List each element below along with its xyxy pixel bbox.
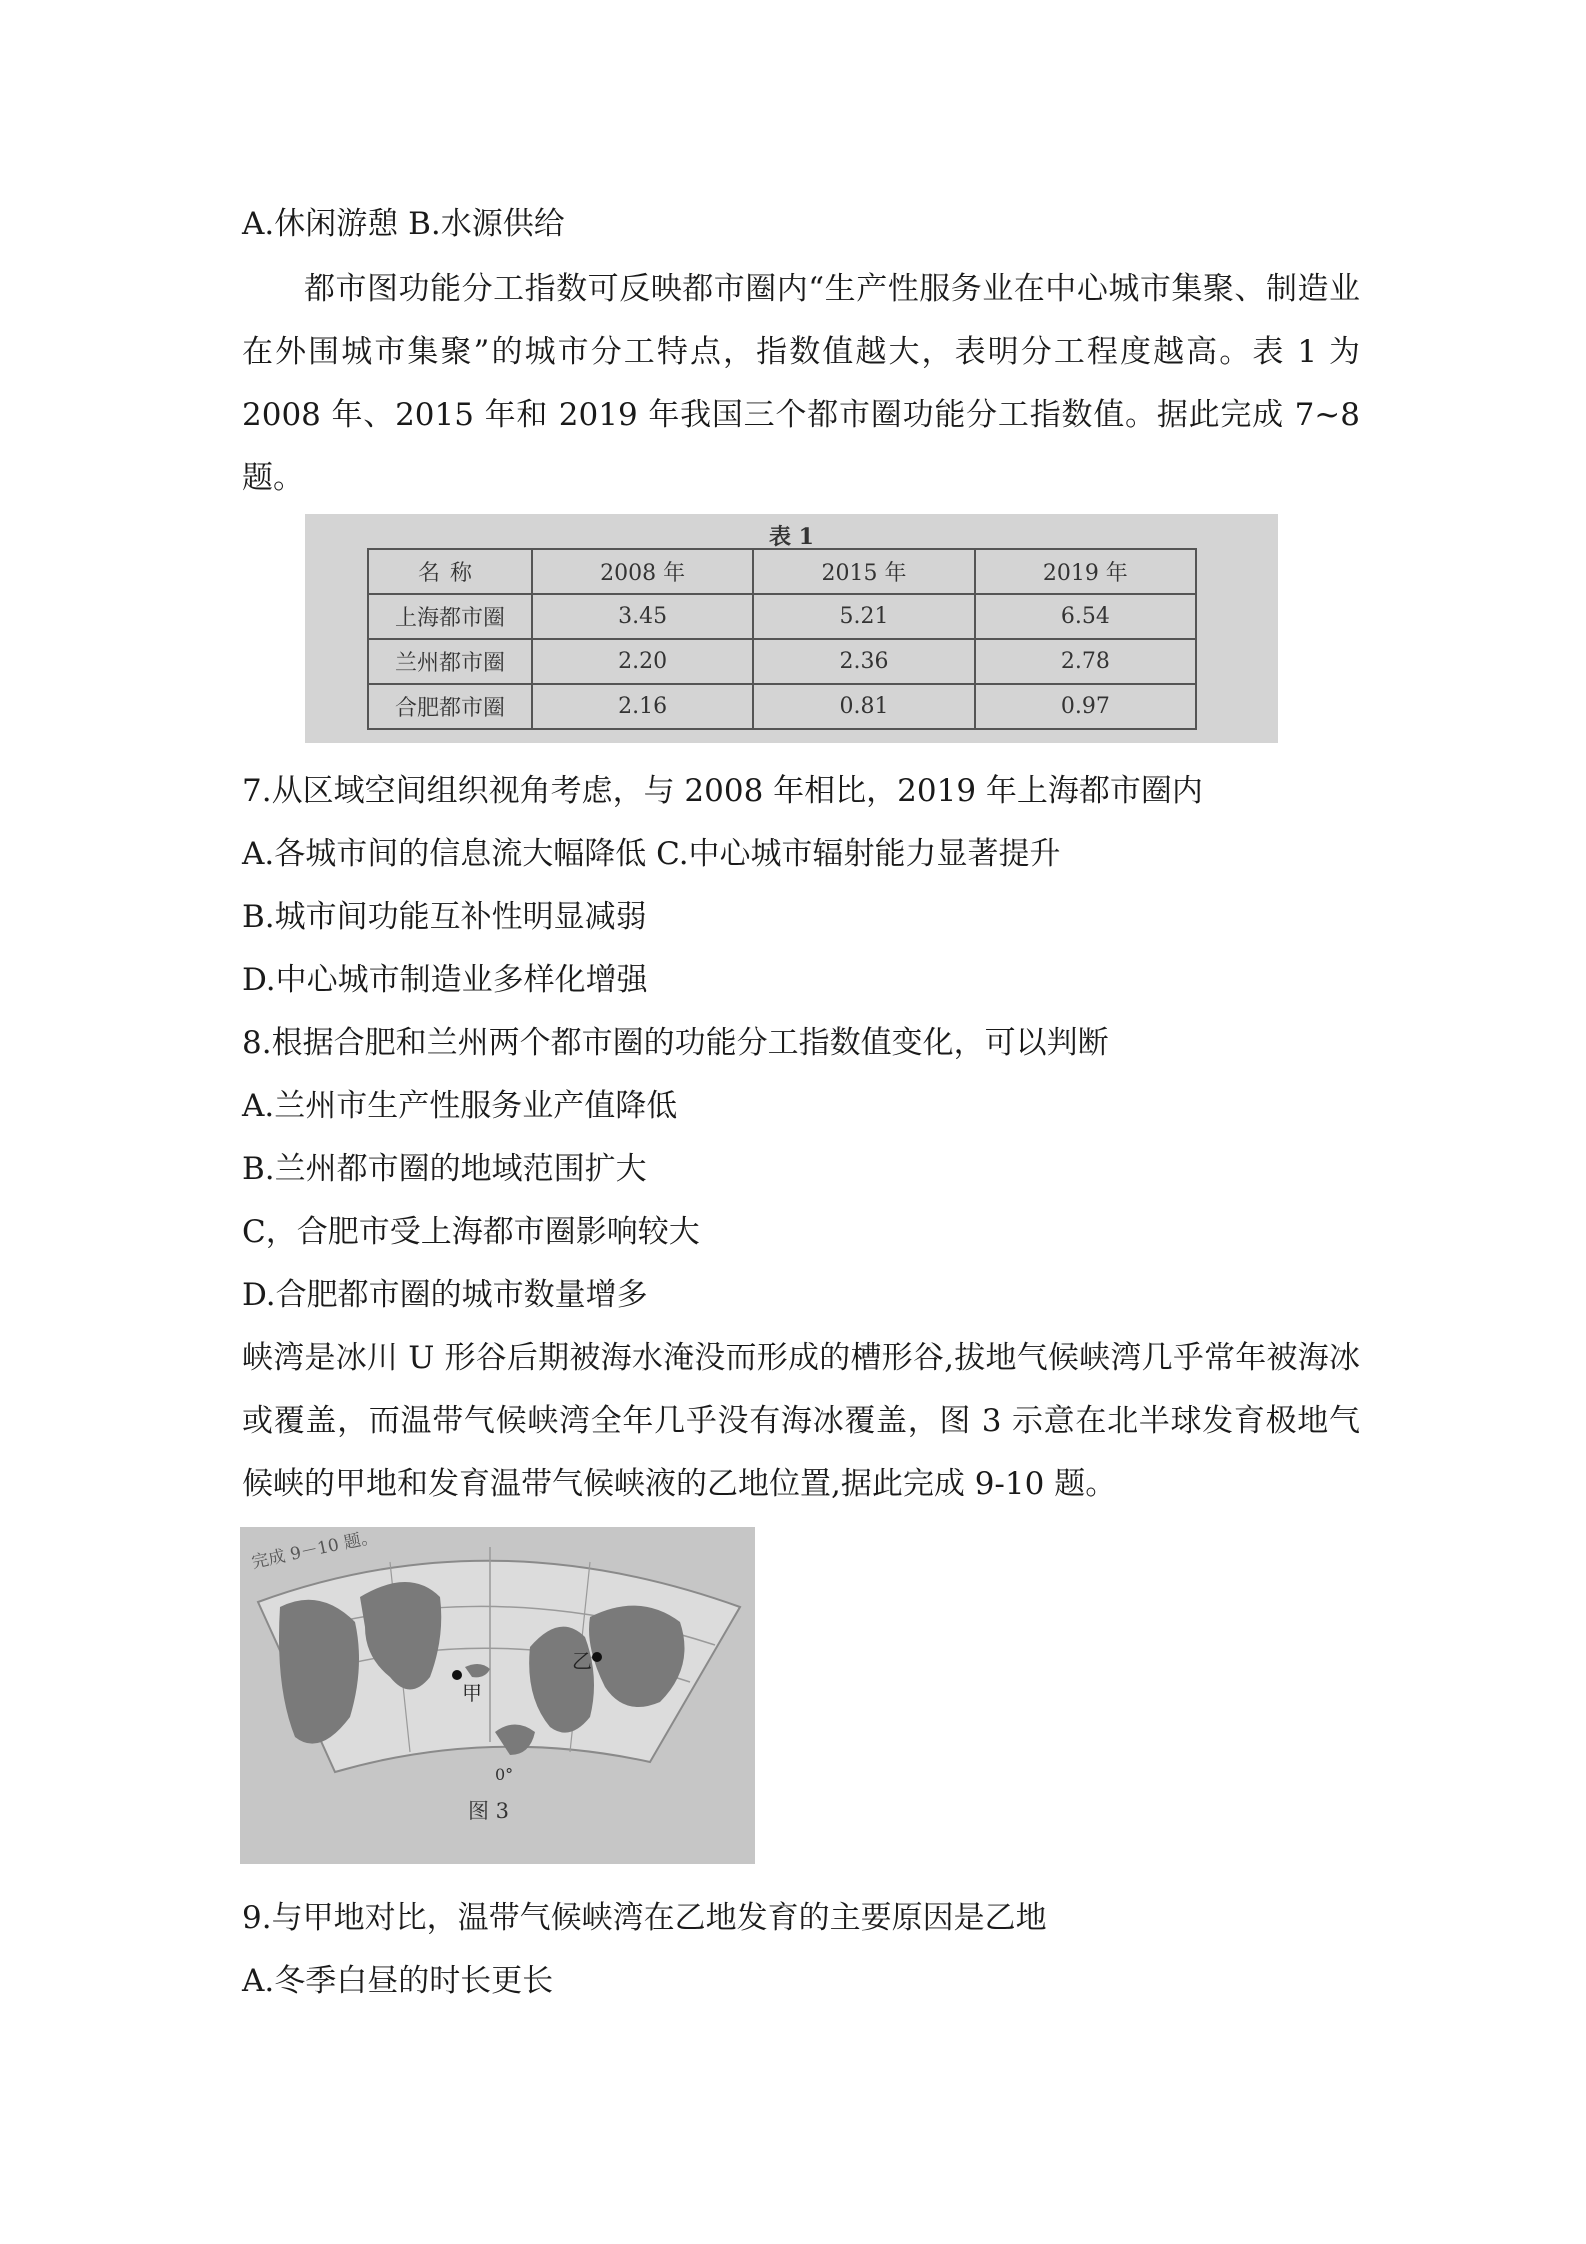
q6-options: A.休闲游憩 B.水源供给 (242, 206, 565, 242)
table-cell: 2.78 (975, 639, 1196, 684)
q7-option: B.城市间功能互补性明显减弱 (242, 899, 647, 935)
table-cell: 2.16 (532, 684, 753, 729)
q9-option: A.冬季白昼的时长更长 (242, 1963, 554, 1999)
intro-7-8-text: 都市图功能分工指数可反映都市圈内“生产性服务业在中心城市集聚、制造业在外围城市集聚”的城市分工特点，指数值越大，表明分工程度越高。表 1 为 2008 年、2015 年和 2019 年我国三个都市圈功能分工指数值。据此完成 7~8 题。 (242, 271, 1360, 496)
q7-stem: 7.从区域空间组织视角考虑，与 2008 年相比，2019 年上海都市圈内 (242, 773, 1203, 809)
q8-option: C，合肥市受上海都市圈影响较大 (242, 1214, 700, 1250)
table-row (368, 594, 1196, 639)
label-meridian: 0° (495, 1765, 514, 1784)
table-cell: 6.54 (975, 594, 1196, 639)
figure-caption: 图 3 (468, 1799, 510, 1823)
table-header-2008: 2008 年 (532, 549, 753, 594)
table-1-photo (305, 514, 1278, 743)
intro-9-10 (242, 1327, 1360, 1516)
table-cell: 兰州都市圈 (368, 639, 532, 684)
point-jia (452, 1670, 462, 1680)
table-cell: 合肥都市圈 (368, 684, 532, 729)
figure-corner-text: 完成 9－10 题。 (249, 1526, 380, 1574)
intro-7-8 (242, 258, 1360, 510)
q8-option: D.合肥都市圈的城市数量增多 (242, 1277, 648, 1313)
q9-stem: 9.与甲地对比，温带气候峡湾在乙地发育的主要原因是乙地 (242, 1900, 1047, 1936)
table-row (368, 639, 1196, 684)
table-cell: 0.97 (975, 684, 1196, 729)
landmass-british-isles (495, 1725, 535, 1756)
intro-9-10-text: 峡湾是冰川 U 形谷后期被海水淹没而形成的槽形谷,拔地气候峡湾几乎常年被海冰或覆盖，而温带气候峡湾全年几乎没有海冰覆盖，图 3 示意在北半球发育极地气候峡的甲地和发育温带气候峡液的乙地位置,据此完成 9-10 题。 (242, 1340, 1360, 1502)
label-yi: 乙 (572, 1649, 592, 1673)
table-cell: 2.36 (753, 639, 974, 684)
table-1-caption: 表 1 (769, 524, 814, 550)
table-cell: 3.45 (532, 594, 753, 639)
table-row (368, 684, 1196, 729)
table-1 (367, 548, 1197, 730)
table-cell: 5.21 (753, 594, 974, 639)
table-cell: 0.81 (753, 684, 974, 729)
table-cell: 上海都市圈 (368, 594, 532, 639)
q8-stem: 8.根据合肥和兰州两个都市圈的功能分工指数值变化，可以判断 (242, 1025, 1109, 1061)
table-header-name: 名称 (368, 549, 532, 594)
point-yi (592, 1652, 602, 1662)
q8-option: B.兰州都市圈的地域范围扩大 (242, 1151, 647, 1187)
table-header-2019: 2019 年 (975, 549, 1196, 594)
figure-3-map (240, 1527, 755, 1864)
label-jia: 甲 (462, 1681, 482, 1705)
q8-option: A.兰州市生产性服务业产值降低 (242, 1088, 678, 1124)
q7-option: A.各城市间的信息流大幅降低 C.中心城市辐射能力显著提升 (242, 836, 1061, 872)
table-cell: 2.20 (532, 639, 753, 684)
table-header-row (368, 549, 1196, 594)
table-header-2015: 2015 年 (753, 549, 974, 594)
q7-option: D.中心城市制造业多样化增强 (242, 962, 648, 998)
